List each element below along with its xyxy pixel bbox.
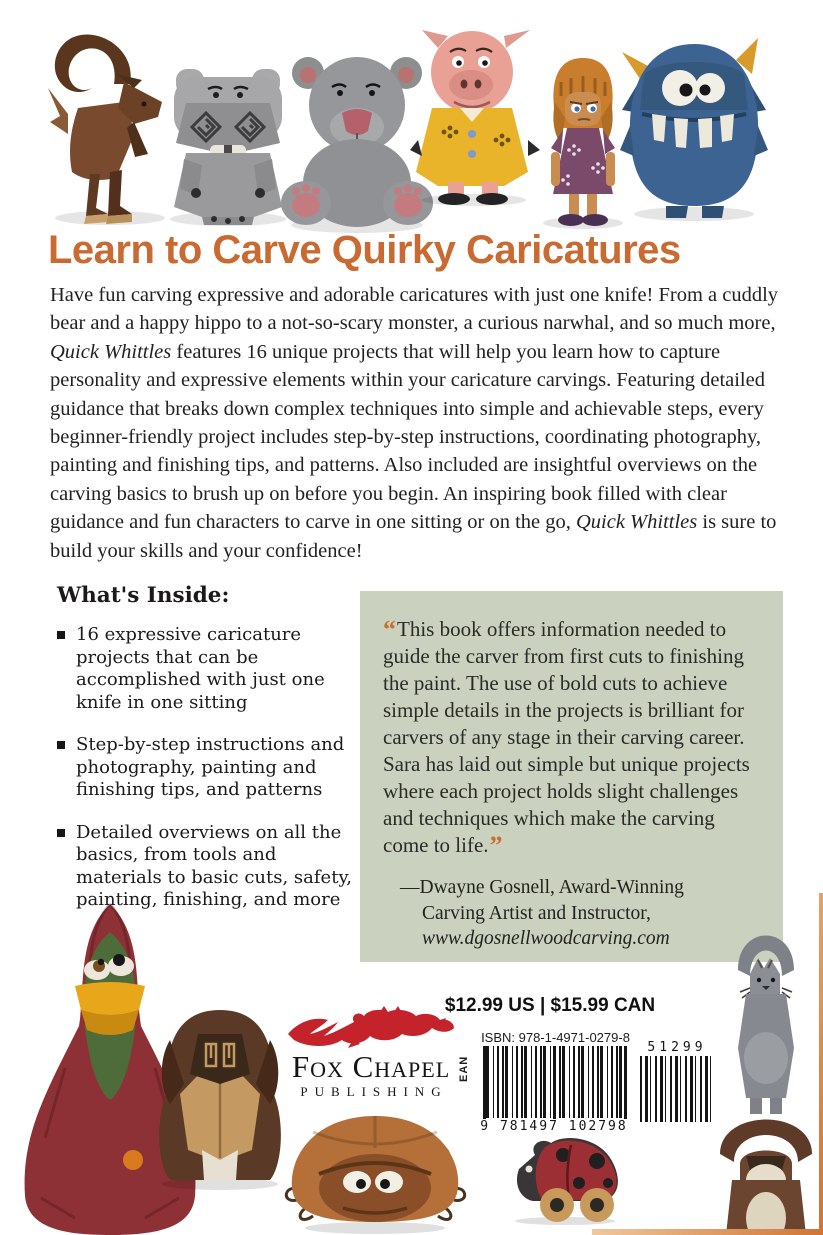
square-bullet-icon — [57, 741, 65, 749]
carved-cat-otter-totem-figure — [712, 918, 823, 1235]
whats-inside-list — [57, 624, 357, 932]
carved-pig-figure — [408, 22, 546, 207]
attribution-url: www.dgosnellwoodcarving.com — [422, 928, 670, 949]
headline: Learn to Carve Quirky Caricatures — [48, 228, 681, 272]
carved-dog-figure — [150, 1000, 290, 1190]
square-bullet-icon — [57, 829, 65, 837]
isbn-number: ISBN: 978-1-4971-0279-8 — [481, 1030, 630, 1045]
list-item-text: 16 expressive caricature projects that can be accomplished with just one knife in one sitting — [76, 624, 325, 713]
list-item — [57, 734, 357, 802]
intro-seg-1: Have fun carving expressive and adorable caricatures with just one knife! From a cuddly bear and a happy hippo to a not-so-scary monster, a curious narwhal, and so much more, — [50, 284, 779, 335]
open-quote-icon: “ — [383, 615, 396, 644]
publisher-logo — [284, 1004, 458, 1100]
publisher-subtitle: PUBLISHING — [300, 1084, 448, 1099]
testimonial-box — [360, 591, 783, 962]
carved-monster-figure — [618, 30, 770, 222]
barcode-addon — [640, 1056, 712, 1122]
barcode-digits: 9 781497 102798 — [474, 1119, 634, 1134]
intro-seg-5: is sure to build your skills and your confidence! — [50, 511, 777, 562]
barcode-addon-digits: 51299 — [647, 1040, 707, 1055]
whats-inside-heading: What's Inside: — [57, 583, 230, 608]
cover-edge-strip — [819, 893, 823, 1235]
testimonial-body: This book offers information needed to guide the carver from first cuts to finishing the paint. The use of bold cuts to achieve simple details in the projects is brilliant for carvers of any stage in their carving career. Sara has laid out simple but unique projects where each project holds slight challenges and techniques which make the carving come to life. — [383, 617, 750, 857]
square-bullet-icon — [57, 631, 65, 639]
intro-paragraph — [50, 281, 780, 565]
intro-seg-3: features 16 unique projects that will help you learn how to capture personality and expressive elements within your caricature carvings. Featuring detailed guidance that breaks down complex techniques into simple and achievable steps, every beginner-friendly project includes step-by-step instructions, coordinating photography, painting and finishing tips, and patterns. Also included are insightful overviews on the carving basics to brush up on before you begin. An inspiring book filled with clear guidance and fun characters to carve in one sitting or on the go, — [50, 340, 765, 534]
attribution-line: —Dwayne Gosnell, Award-Winning — [400, 877, 684, 898]
barcode-guard — [624, 1046, 627, 1130]
book-title-italic-2: Quick Whittles — [575, 511, 698, 534]
cover-edge-strip-bottom — [592, 1229, 823, 1235]
book-title-italic: Quick Whittles — [50, 340, 172, 363]
barcode-guard — [483, 1046, 486, 1130]
price: $12.99 US | $15.99 CAN — [444, 995, 656, 1016]
carved-beetle-figure — [283, 1112, 468, 1235]
attribution-line: Carving Artist and Instructor, — [422, 902, 651, 924]
carved-ladybug-figure — [505, 1133, 625, 1225]
list-item — [57, 624, 357, 714]
close-quote-icon: ” — [489, 831, 503, 860]
testimonial-text — [360, 591, 783, 859]
barcode-guard — [553, 1046, 556, 1130]
carved-girl-figure — [537, 52, 629, 230]
fox-icon — [284, 1004, 458, 1052]
list-item-text: Detailed overviews on all the basics, from tools and materials to basic cuts, safety, painting, finishing, and more — [76, 821, 352, 910]
publisher-name: Fox Chapel — [291, 1049, 451, 1084]
list-item-text: Step-by-step instructions and photography, painting and finishing tips, and patterns — [76, 734, 345, 800]
ean-label: EAN — [458, 1055, 470, 1082]
